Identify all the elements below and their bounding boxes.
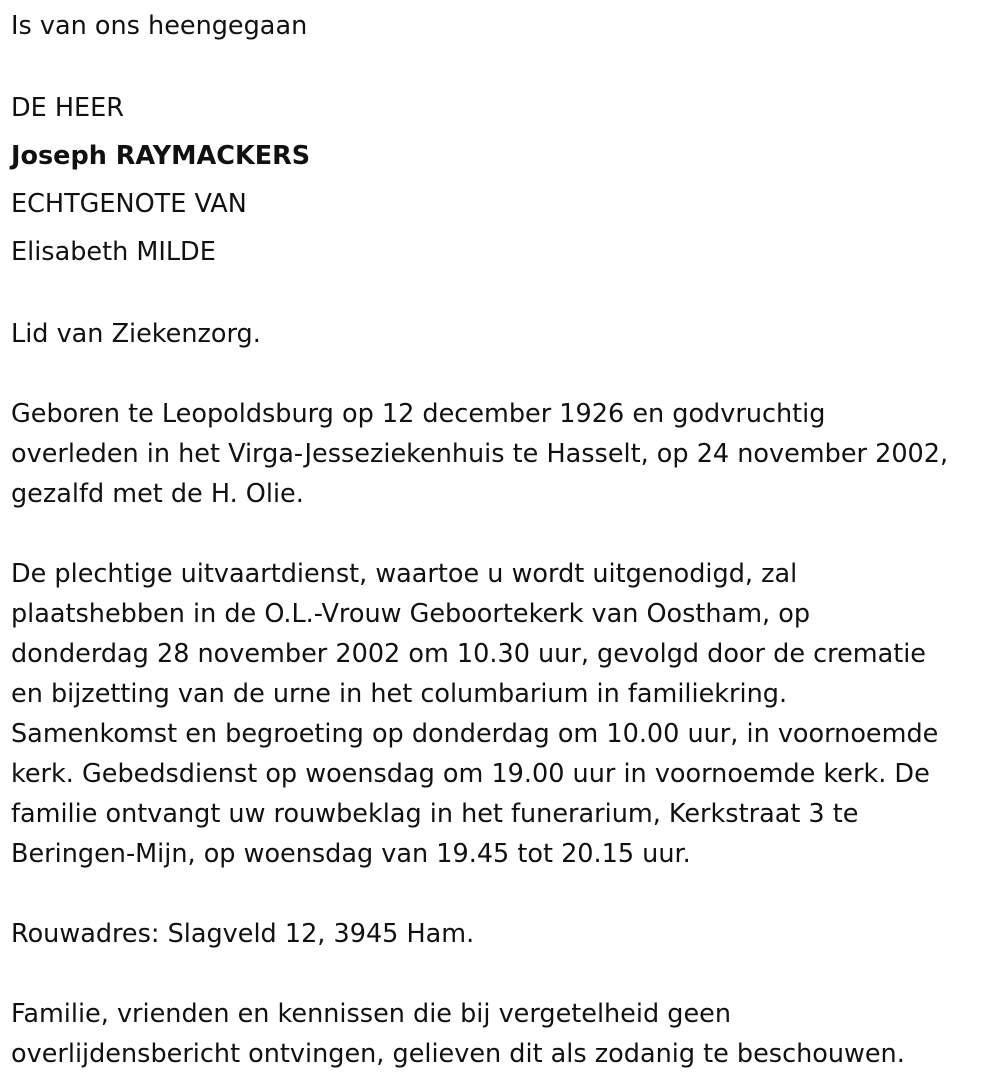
relation-text: ECHTGENOTE VAN xyxy=(11,189,247,219)
spacer xyxy=(11,354,991,394)
spacer xyxy=(11,276,991,314)
paragraph-line: kerk. Gebedsdienst op woensdag om 19.00 uur in voornoemde kerk. De xyxy=(11,759,930,789)
deceased-name: Joseph RAYMACKERS xyxy=(11,141,311,171)
paragraph-line: Samenkomst en begroeting op donderdag om 10.00 uur, in voornoemde xyxy=(11,719,939,749)
membership-text: Lid van Ziekenzorg. xyxy=(11,319,261,349)
spacer xyxy=(11,46,991,84)
intro-text: Is van ons heengegaan xyxy=(11,11,308,41)
paragraph-line: Beringen-Mijn, op woensdag van 19.45 tot 20.15 uur. xyxy=(11,839,691,869)
mourning-address: Rouwadres: Slagveld 12, 3945 Ham. xyxy=(11,919,475,949)
paragraph-line: Geboren te Leopoldsburg op 12 december 1926 en godvruchtig xyxy=(11,399,826,429)
paragraph-line: en bijzetting van de urne in het columbarium in familiekring. xyxy=(11,679,788,709)
service-paragraph xyxy=(11,554,991,874)
paragraph-line: donderdag 28 november 2002 om 10.30 uur, gevolgd door de crematie xyxy=(11,639,926,669)
obituary-document xyxy=(11,6,991,1074)
birth-death-paragraph xyxy=(11,394,991,514)
spacer xyxy=(11,874,991,914)
paragraph-line: overlijdensbericht ontvingen, gelieven dit als zodanig te beschouwen. xyxy=(11,1039,905,1069)
paragraph-line: De plechtige uitvaartdienst, waartoe u wordt uitgenodigd, zal xyxy=(11,559,798,589)
paragraph-line: gezalfd met de H. Olie. xyxy=(11,479,304,509)
paragraph-line: familie ontvangt uw rouwbeklag in het funerarium, Kerkstraat 3 te xyxy=(11,799,859,829)
paragraph-line: overleden in het Virga-Jesseziekenhuis te Hasselt, op 24 november 2002, xyxy=(11,439,949,469)
spacer xyxy=(11,954,991,994)
paragraph-line: plaatshebben in de O.L.-Vrouw Geboortekerk van Oostham, op xyxy=(11,599,811,629)
spacer xyxy=(11,514,991,554)
spouse-name: Elisabeth MILDE xyxy=(11,237,216,267)
closing-paragraph xyxy=(11,994,991,1074)
honorific-title: DE HEER xyxy=(11,93,124,123)
paragraph-line: Familie, vrienden en kennissen die bij vergetelheid geen xyxy=(11,999,731,1029)
